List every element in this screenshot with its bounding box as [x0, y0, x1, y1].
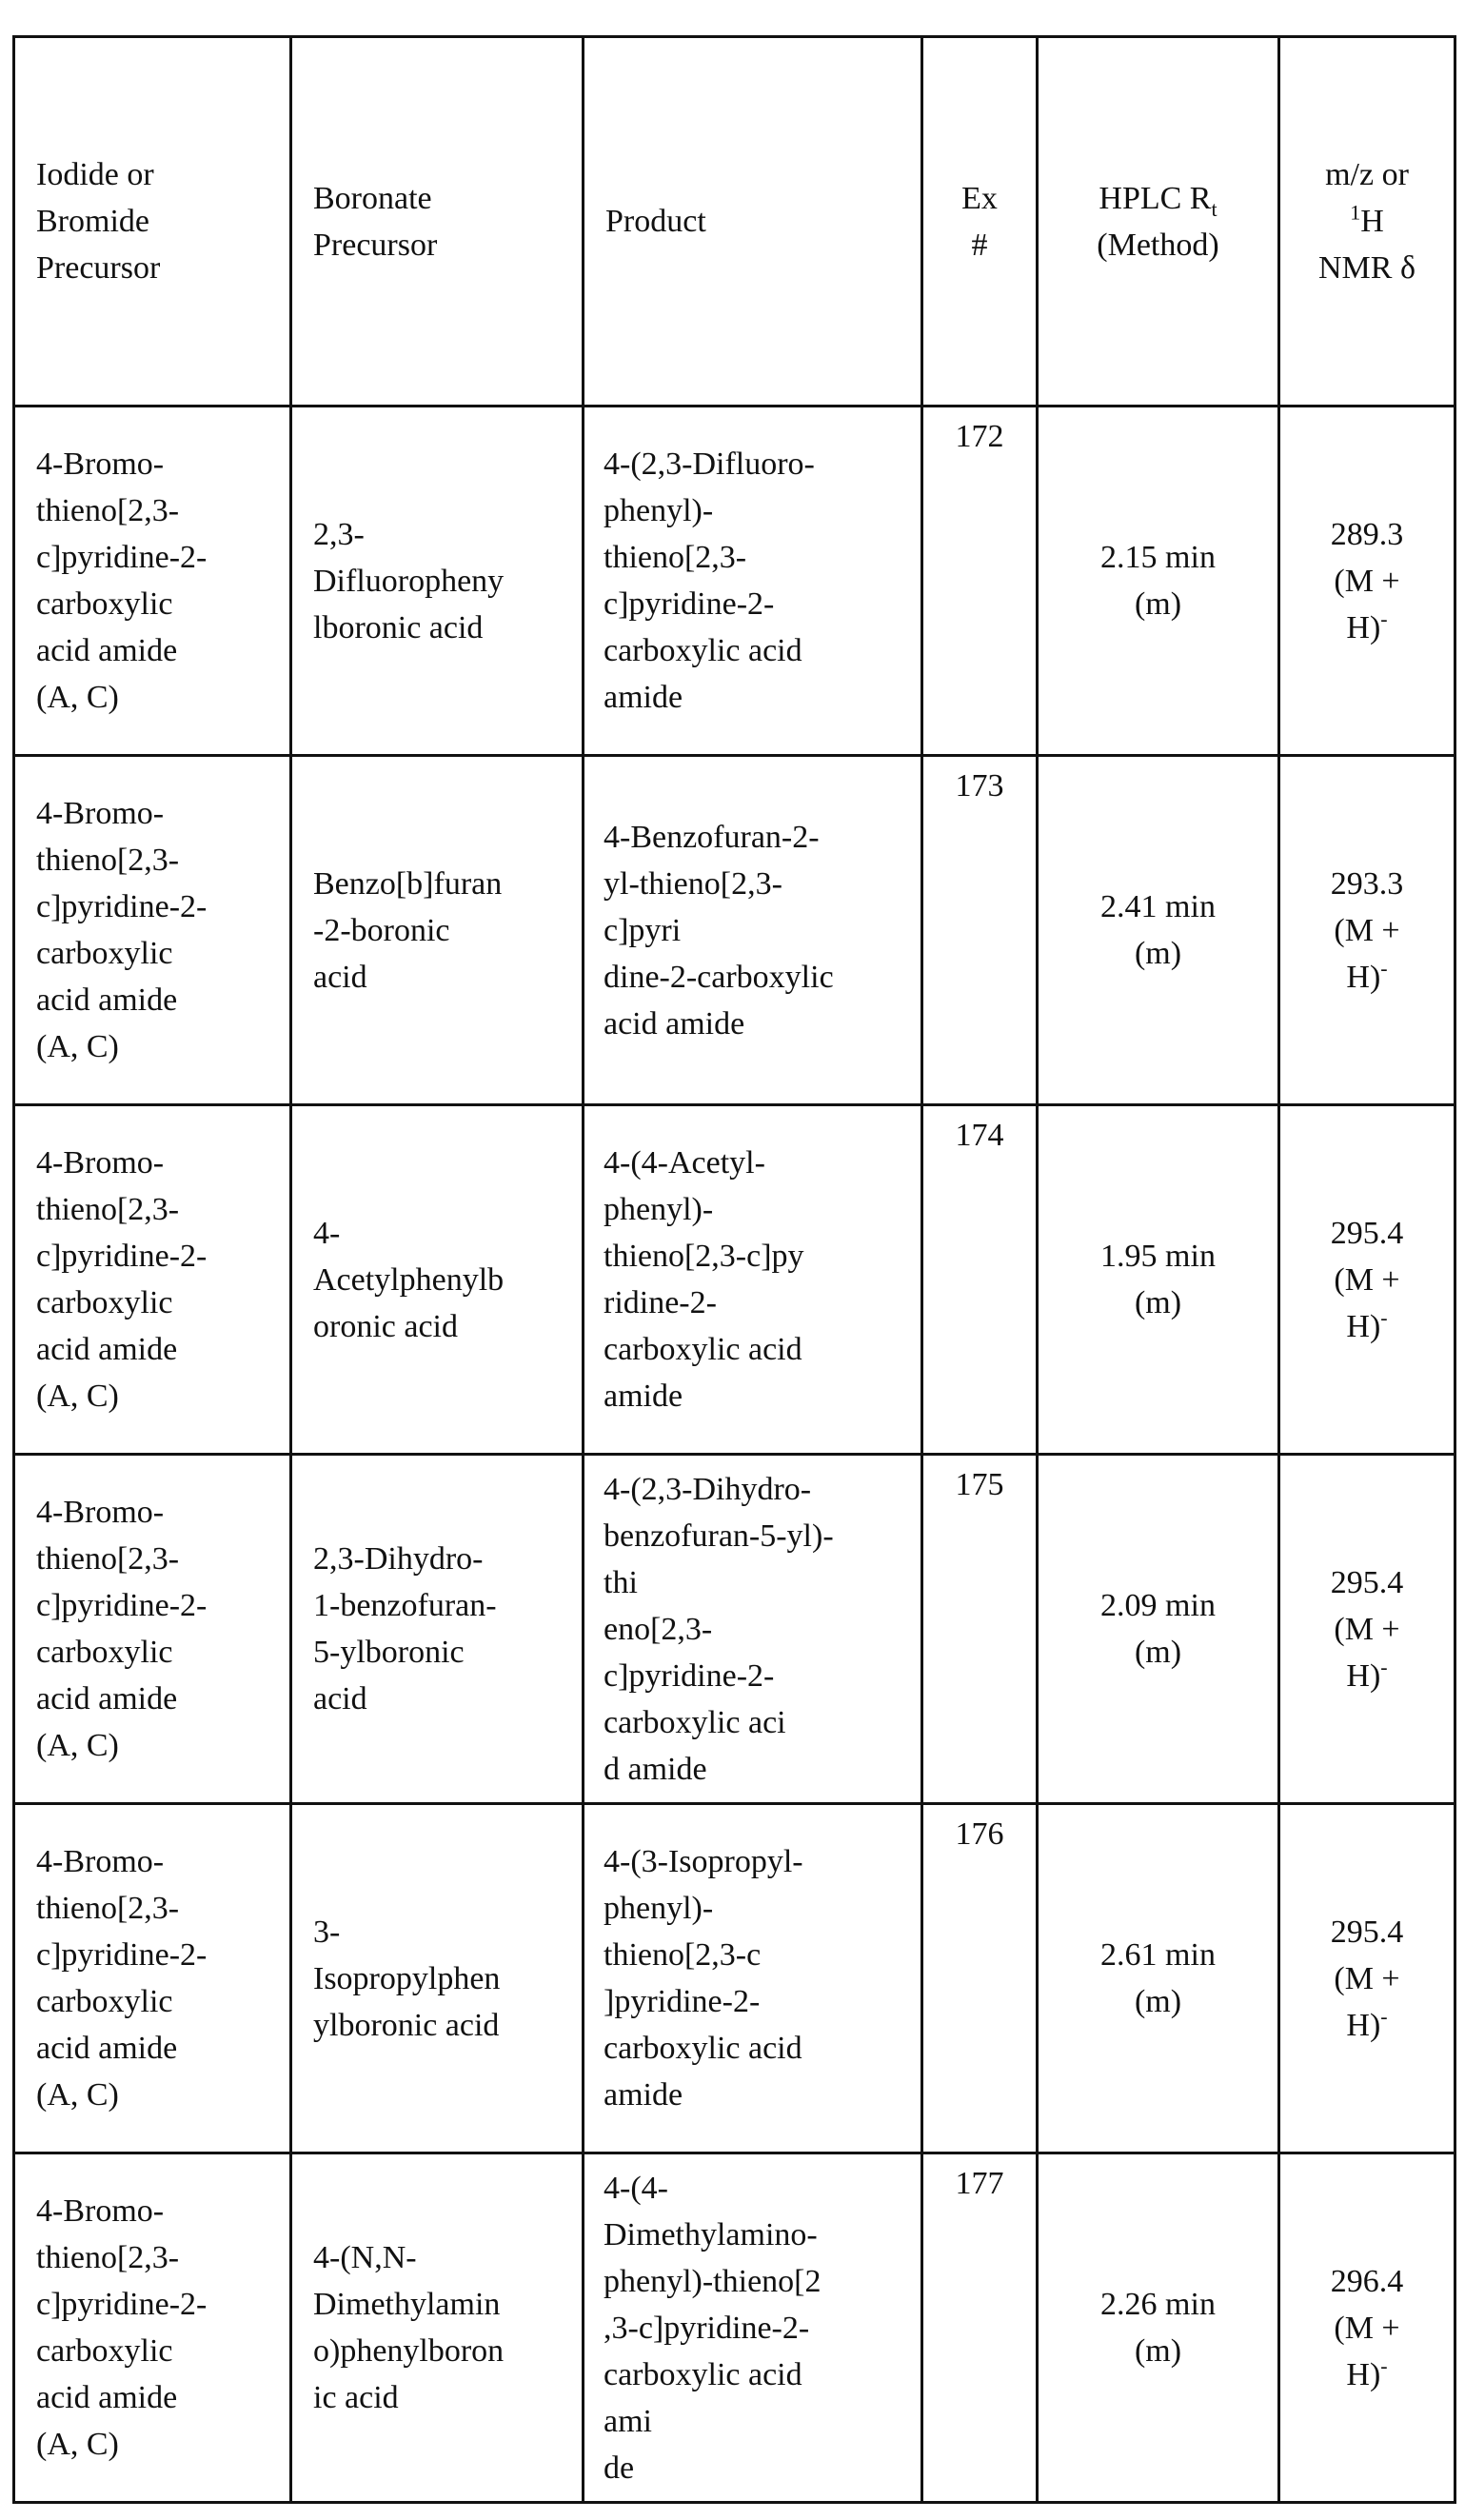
cell-line: ylboronic acid	[313, 2002, 574, 2049]
product-cell	[584, 1804, 922, 2153]
cell-line: (m)	[1042, 930, 1274, 977]
compound-table	[12, 35, 1456, 2504]
example-number-cell: 175	[922, 1455, 1038, 1804]
cell-line: Ex	[927, 175, 1032, 222]
boronate-precursor-cell	[291, 2153, 584, 2503]
cell-line: 5-ylboronic	[313, 1629, 574, 1676]
product-cell	[584, 2153, 922, 2503]
cell-line: c]pyridine-2-	[36, 883, 282, 930]
cell-line: 2,3-	[313, 511, 574, 558]
cell-line: benzofuran-5-yl)-	[604, 1513, 913, 1559]
product-cell	[584, 407, 922, 756]
cell-line: thieno[2,3-c	[604, 1932, 913, 1978]
cell-line: thieno[2,3-	[36, 837, 282, 883]
cell-line: (A, C)	[36, 674, 282, 721]
charge-superscript: -	[1380, 2004, 1387, 2028]
mz-h: H)	[1346, 960, 1380, 995]
cell-line: 4-(3-Isopropyl-	[604, 1838, 913, 1885]
cell-line: carboxylic acid	[604, 1326, 913, 1373]
cell-line: Isopropylphen	[313, 1955, 574, 2002]
cell-line: 4-(2,3-Difluoro-	[604, 441, 913, 487]
cell-line: 4-Bromo-	[36, 1489, 282, 1536]
cell-line: Precursor	[313, 222, 574, 268]
mz-cell	[1279, 1105, 1455, 1455]
cell-line: 4-(N,N-	[313, 2234, 574, 2281]
header-product	[584, 37, 922, 407]
cell-line: 4-	[313, 1210, 574, 1257]
example-number-cell: 176	[922, 1804, 1038, 2153]
cell-line: oronic acid	[313, 1303, 574, 1350]
cell-line: 2.09 min	[1042, 1582, 1274, 1629]
example-number-cell: 177	[922, 2153, 1038, 2503]
cell-line: dine-2-carboxylic	[604, 954, 913, 1001]
cell-line: (M +	[1284, 1606, 1450, 1653]
mz-cell	[1279, 2153, 1455, 2503]
hplc-label: HPLC R	[1099, 181, 1211, 216]
cell-line: 293.3	[1284, 861, 1450, 907]
mz-h: H)	[1346, 2008, 1380, 2043]
cell-line: carboxylic	[36, 581, 282, 627]
header-ex-number	[922, 37, 1038, 407]
cell-line: 2.15 min	[1042, 534, 1274, 581]
cell-line: 4-Bromo-	[36, 441, 282, 487]
cell-line: acid amide	[36, 1326, 282, 1373]
charge-superscript: -	[1380, 606, 1387, 630]
cell-line: Benzo[b]furan	[313, 861, 574, 907]
cell-line: Acetylphenylb	[313, 1257, 574, 1303]
cell-line: (A, C)	[36, 2421, 282, 2468]
nmr-label: NMR δ	[1284, 245, 1450, 291]
example-number-cell: 174	[922, 1105, 1038, 1455]
cell-line	[1284, 2351, 1450, 2398]
iodide-precursor-cell	[14, 756, 291, 1105]
cell-line: Bromide	[36, 198, 282, 245]
header-hplc	[1038, 37, 1279, 407]
cell-line: 4-Bromo-	[36, 2188, 282, 2234]
cell-line: (m)	[1042, 1978, 1274, 2025]
charge-superscript: -	[1380, 1655, 1387, 1678]
cell-line: phenyl)-	[604, 1186, 913, 1233]
cell-line	[1284, 954, 1450, 1001]
cell-line: acid	[313, 954, 574, 1001]
hplc-cell	[1038, 1105, 1279, 1455]
mz-h: H)	[1346, 610, 1380, 645]
cell-line	[1284, 1653, 1450, 1699]
cell-line: lboronic acid	[313, 605, 574, 651]
cell-line: d amide	[604, 1746, 913, 1793]
table-row	[14, 1455, 1455, 1804]
cell-line: carboxylic aci	[604, 1699, 913, 1746]
cell-line: 2.61 min	[1042, 1932, 1274, 1978]
cell-line: 4-Bromo-	[36, 1140, 282, 1186]
cell-line: (A, C)	[36, 1373, 282, 1419]
cell-line: 4-(4-	[604, 2165, 913, 2212]
boronate-precursor-cell	[291, 407, 584, 756]
cell-line: carboxylic	[36, 930, 282, 977]
cell-line: carboxylic	[36, 1629, 282, 1676]
cell-line: (A, C)	[36, 1023, 282, 1070]
cell-line: de	[604, 2445, 913, 2491]
cell-line: acid amide	[604, 1001, 913, 1047]
hplc-cell	[1038, 756, 1279, 1105]
example-number-cell: 172	[922, 407, 1038, 756]
cell-line: (A, C)	[36, 2072, 282, 2118]
cell-line: amide	[604, 674, 913, 721]
charge-superscript: -	[1380, 1305, 1387, 1329]
cell-line: 2.26 min	[1042, 2281, 1274, 2328]
cell-line: acid amide	[36, 1676, 282, 1722]
cell-line: carboxylic	[36, 2328, 282, 2374]
cell-line: phenyl)-	[604, 1885, 913, 1932]
cell-line: #	[927, 222, 1032, 268]
cell-line: ami	[604, 2398, 913, 2445]
iodide-precursor-cell	[14, 1455, 291, 1804]
mz-h: H)	[1346, 1309, 1380, 1344]
cell-line: Precursor	[36, 245, 282, 291]
iodide-precursor-cell	[14, 407, 291, 756]
h1-superscript: 1	[1350, 201, 1360, 225]
boronate-precursor-cell	[291, 1455, 584, 1804]
cell-line: Dimethylamino-	[604, 2212, 913, 2258]
header-iodide-precursor	[14, 37, 291, 407]
example-number-cell: 173	[922, 756, 1038, 1105]
cell-line	[1284, 2002, 1450, 2049]
boronate-precursor-cell	[291, 1804, 584, 2153]
cell-line: 2.41 min	[1042, 883, 1274, 930]
cell-line: acid amide	[36, 977, 282, 1023]
cell-line: (M +	[1284, 1257, 1450, 1303]
product-cell	[584, 756, 922, 1105]
cell-line: (M +	[1284, 558, 1450, 605]
table-row	[14, 2153, 1455, 2503]
cell-line: 3-	[313, 1909, 574, 1955]
cell-line: carboxylic	[36, 1978, 282, 2025]
cell-line: (M +	[1284, 1955, 1450, 2002]
cell-line: (m)	[1042, 1629, 1274, 1676]
cell-line: ]pyridine-2-	[604, 1978, 913, 2025]
h-label: H	[1360, 204, 1384, 239]
product-cell	[584, 1105, 922, 1455]
cell-line: yl-thieno[2,3-	[604, 861, 913, 907]
cell-line: 1-benzofuran-	[313, 1582, 574, 1629]
cell-line: c]pyridine-2-	[36, 1582, 282, 1629]
cell-line: acid amide	[36, 627, 282, 674]
mz-label: m/z or	[1284, 151, 1450, 198]
mz-cell	[1279, 756, 1455, 1105]
charge-superscript: -	[1380, 2353, 1387, 2377]
cell-line: acid amide	[36, 2025, 282, 2072]
cell-line: ridine-2-	[604, 1280, 913, 1326]
cell-line: Iodide or	[36, 151, 282, 198]
cell-line: ,3-c]pyridine-2-	[604, 2305, 913, 2351]
cell-line: thieno[2,3-	[36, 1885, 282, 1932]
hplc-cell	[1038, 1804, 1279, 2153]
cell-line: (m)	[1042, 2328, 1274, 2374]
hplc-cell	[1038, 407, 1279, 756]
cell-line	[1284, 1303, 1450, 1350]
hplc-cell	[1038, 1455, 1279, 1804]
cell-line: 295.4	[1284, 1909, 1450, 1955]
cell-line: thieno[2,3-	[36, 1186, 282, 1233]
cell-line: 4-(4-Acetyl-	[604, 1140, 913, 1186]
boronate-precursor-cell	[291, 1105, 584, 1455]
cell-line: Dimethylamin	[313, 2281, 574, 2328]
cell-line: o)phenylboron	[313, 2328, 574, 2374]
cell-line: (M +	[1284, 2305, 1450, 2351]
cell-line: thieno[2,3-	[604, 534, 913, 581]
cell-line: 4-Bromo-	[36, 790, 282, 837]
cell-line: c]pyridine-2-	[36, 2281, 282, 2328]
mz-cell	[1279, 1804, 1455, 2153]
cell-line: 2,3-Dihydro-	[313, 1536, 574, 1582]
cell-line: carboxylic acid	[604, 627, 913, 674]
cell-line: eno[2,3-	[604, 1606, 913, 1653]
cell-line: phenyl)-thieno[2	[604, 2258, 913, 2305]
cell-line: c]pyri	[604, 907, 913, 954]
mz-cell	[1279, 407, 1455, 756]
cell-line: 1.95 min	[1042, 1233, 1274, 1280]
cell-line: acid	[313, 1676, 574, 1722]
cell-line: c]pyridine-2-	[36, 1233, 282, 1280]
hplc-cell	[1038, 2153, 1279, 2503]
cell-line: 4-(2,3-Dihydro-	[604, 1466, 913, 1513]
cell-line: (m)	[1042, 1280, 1274, 1326]
product-cell	[584, 1455, 922, 1804]
cell-line: thieno[2,3-c]py	[604, 1233, 913, 1280]
cell-line: carboxylic acid	[604, 2351, 913, 2398]
cell-line: 295.4	[1284, 1210, 1450, 1257]
iodide-precursor-cell	[14, 1804, 291, 2153]
table-row	[14, 407, 1455, 756]
cell-line: 296.4	[1284, 2258, 1450, 2305]
cell-line: thi	[604, 1559, 913, 1606]
cell-line: 4-Benzofuran-2-	[604, 814, 913, 861]
cell-line: c]pyridine-2-	[604, 581, 913, 627]
cell-line: 289.3	[1284, 511, 1450, 558]
cell-line: c]pyridine-2-	[36, 1932, 282, 1978]
cell-line: (m)	[1042, 581, 1274, 627]
cell-line: c]pyridine-2-	[36, 534, 282, 581]
cell-line: acid amide	[36, 2374, 282, 2421]
cell-line: phenyl)-	[604, 487, 913, 534]
cell-line: (A, C)	[36, 1722, 282, 1769]
table-row	[14, 756, 1455, 1105]
cell-line: Difluoropheny	[313, 558, 574, 605]
cell-line: carboxylic	[36, 1280, 282, 1326]
cell-line: ic acid	[313, 2374, 574, 2421]
table-row	[14, 1804, 1455, 2153]
mz-cell	[1279, 1455, 1455, 1804]
cell-line: -2-boronic	[313, 907, 574, 954]
table-row	[14, 1105, 1455, 1455]
iodide-precursor-cell	[14, 2153, 291, 2503]
cell-line: c]pyridine-2-	[604, 1653, 913, 1699]
cell-line	[1284, 605, 1450, 651]
hplc-subscript: t	[1211, 196, 1217, 220]
cell-line: amide	[604, 2072, 913, 2118]
cell-line: 295.4	[1284, 1559, 1450, 1606]
header-mz-nmr	[1279, 37, 1455, 407]
header-row	[14, 37, 1455, 407]
mz-h: H)	[1346, 1658, 1380, 1694]
cell-line: carboxylic acid	[604, 2025, 913, 2072]
cell-line: thieno[2,3-	[36, 2234, 282, 2281]
cell-line: Boronate	[313, 175, 574, 222]
iodide-precursor-cell	[14, 1105, 291, 1455]
mz-h: H)	[1346, 2357, 1380, 2392]
cell-line: (M +	[1284, 907, 1450, 954]
header-boronate-precursor	[291, 37, 584, 407]
charge-superscript: -	[1380, 956, 1387, 980]
boronate-precursor-cell	[291, 756, 584, 1105]
cell-line: amide	[604, 1373, 913, 1419]
cell-line: Product	[605, 198, 913, 245]
cell-line: thieno[2,3-	[36, 1536, 282, 1582]
cell-line: 4-Bromo-	[36, 1838, 282, 1885]
cell-line: thieno[2,3-	[36, 487, 282, 534]
hplc-method-label: (Method)	[1042, 222, 1274, 268]
